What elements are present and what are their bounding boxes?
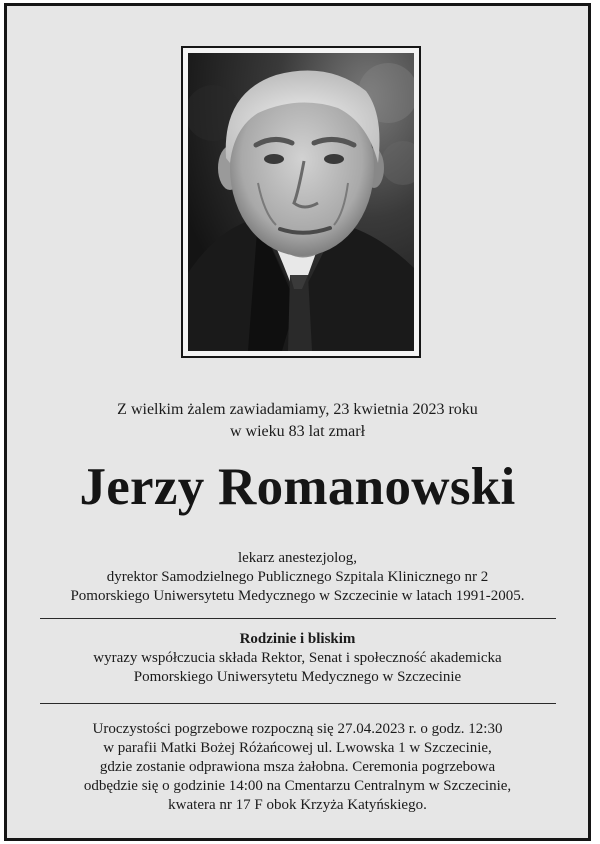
ceremony-line-3: gdzie zostanie odprawiona msza żałobna. Ceremonia pogrzebowa: [99, 759, 496, 775]
condolence-line-1: wyrazy współczucia składa Rektor, Senat i społeczność akademicka: [93, 650, 502, 666]
condolence: [7, 630, 588, 687]
ceremony-line-1: Uroczystości pogrzebowe rozpoczną się 27.04.2023 r. o godz. 12:30: [92, 721, 503, 737]
photo-frame: [181, 46, 421, 358]
ceremony-line-5: kwatera nr 17 F obok Krzyża Katyńskiego.: [168, 797, 427, 813]
portrait-icon: [188, 53, 414, 351]
roles-line-3: Pomorskiego Uniwersytetu Medycznego w Szczecinie w latach 1991-2005.: [70, 588, 525, 604]
portrait-photo: [188, 53, 414, 351]
condolence-heading: Rodzinie i bliskim: [239, 631, 356, 647]
roles-line-1: lekarz anestezjolog,: [237, 550, 358, 566]
divider: [40, 703, 556, 704]
announcement: [7, 399, 588, 443]
announcement-line-2: w wieku 83 lat zmarł: [229, 423, 366, 440]
condolence-line-2: Pomorskiego Uniwersytetu Medycznego w Szczecinie: [133, 669, 462, 685]
roles: [7, 549, 588, 606]
ceremony-details: [7, 720, 588, 815]
announcement-line-1: Z wielkim żalem zawiadamiamy, 23 kwietnia 2023 roku: [117, 401, 478, 418]
ceremony-line-2: w parafii Matki Bożej Różańcowej ul. Lwowska 1 w Szczecinie,: [103, 740, 492, 756]
roles-line-2: dyrektor Samodzielnego Publicznego Szpitala Klinicznego nr 2: [106, 569, 489, 585]
deceased-name: Jerzy Romanowski: [79, 458, 516, 516]
obituary-card: [4, 3, 591, 841]
ceremony-line-4: odbędzie się o godzinie 14:00 na Cmentarzu Centralnym w Szczecinie,: [83, 778, 512, 794]
divider: [40, 618, 556, 619]
